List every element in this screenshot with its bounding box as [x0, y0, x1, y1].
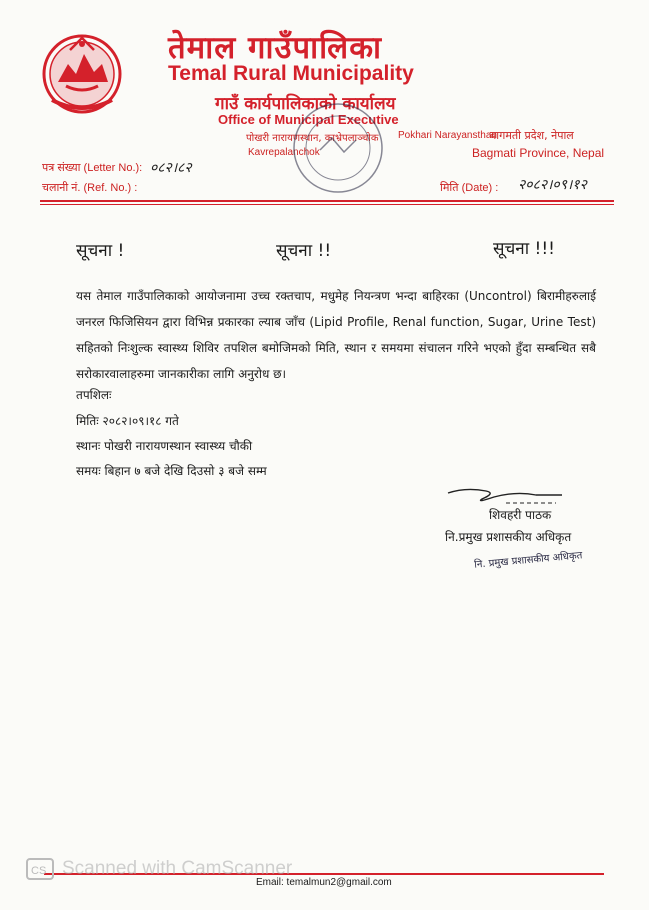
- details-time: समयः बिहान ७ बजे देखि दिउसो ३ बजे सम्म: [76, 464, 267, 478]
- province-nepali: बागमती प्रदेश, नेपाल: [490, 129, 574, 142]
- district-english: Kavrepalanchok: [248, 147, 320, 158]
- notice-heading-1: सूचना !: [76, 241, 125, 261]
- office-name-nepali: गाउँ कार्यपालिकाको कार्यालय: [215, 94, 396, 114]
- municipality-name-english: Temal Rural Municipality: [168, 62, 414, 85]
- details-place: स्थानः पोखरी नारायणस्थान स्वास्थ्य चौकी: [76, 439, 253, 453]
- camscanner-logo-icon: [26, 858, 54, 880]
- province-english: Bagmati Province, Nepal: [472, 146, 605, 160]
- address-nepali: पोखरी नारायणस्थान, काभ्रेपलाञ्चोक: [246, 133, 379, 144]
- date-label: मिति (Date) :: [440, 182, 499, 194]
- nepal-emblem-icon: [40, 30, 124, 114]
- scanner-watermark: Scanned with CamScanner: [62, 858, 293, 879]
- svg-text:CS: CS: [31, 865, 47, 877]
- office-name-english: Office of Municipal Executive: [218, 112, 399, 127]
- header-divider-thin: [40, 204, 614, 205]
- designation-stamp: नि. प्रमुख प्रशासकीय अधिकृत: [473, 550, 583, 571]
- reference-number-label: चलानी नं. (Ref. No.) :: [42, 182, 138, 194]
- letter-number-value: ०८२।८२: [150, 160, 192, 176]
- handwritten-signature: [446, 485, 564, 507]
- details-date: मितिः २०८२।०९।१८ गते: [76, 414, 179, 428]
- notice-heading-3: सूचना !!!: [493, 239, 555, 259]
- municipality-name-nepali: तेमाल गाउँपालिका: [168, 30, 383, 66]
- signer-name: शिवहरी पाठक: [489, 508, 552, 522]
- details-heading: तपशिलः: [76, 388, 112, 402]
- notice-heading-2: सूचना !!: [276, 241, 332, 261]
- office-stamp-icon: [290, 100, 386, 196]
- date-value: २०८२।०९।१२: [518, 177, 587, 193]
- notice-body-paragraph: यस तेमाल गाउँपालिकाको आयोजनामा उच्च रक्तचाप, मधुमेह नियन्त्रण भन्दा बाहिरका (Uncontrol) बिरामीहरुलाई जनरल फिजिसियन द्वारा विभिन्न प्रकारका ल्याब जाँच (Lipid Profile, Renal function, Sugar, Urine Test) सहितको निःशुल्क स्वास्थ्य शिविर तपशिल बमोजिमको मिति, स्थान र समयमा संचालन गरिने भएको हुँदा सम्बन्धित सबै सरोकारवालाहरुमा जानकारीका लागि अनुरोध छ।: [76, 289, 596, 381]
- footer-email: Email: temalmun2@gmail.com: [256, 877, 392, 888]
- signer-designation: नि.प्रमुख प्रशासकीय अधिकृत: [445, 530, 572, 544]
- letter-number-label: पत्र संख्या (Letter No.):: [42, 162, 143, 174]
- header-divider: [40, 200, 614, 202]
- address-english: Pokhari Narayansthan: [398, 130, 497, 141]
